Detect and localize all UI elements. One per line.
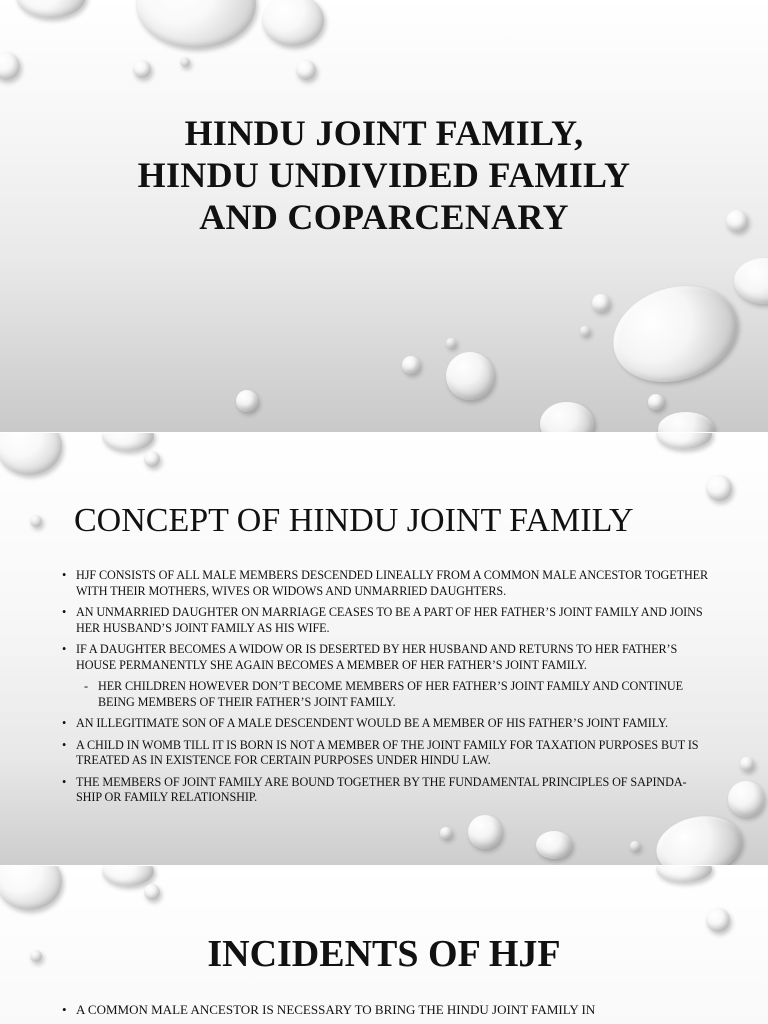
bullet-marker: •	[62, 605, 67, 619]
water-drop	[468, 815, 502, 849]
water-drop	[658, 412, 714, 432]
water-drop	[656, 866, 712, 882]
water-drop	[648, 394, 664, 410]
list-item	[62, 1002, 712, 1018]
list-item	[62, 738, 712, 769]
list-item-text: A COMMON MALE ANCESTOR IS NECESSARY TO BRING THE HINDU JOINT FAMILY IN	[76, 1002, 596, 1017]
bullet-marker: •	[62, 737, 67, 752]
list-item-text: HJF CONSISTS OF ALL MALE MEMBERS DESCENDED LINEALLY FROM A COMMON MALE ANCESTOR TOGETHER WITH THEIR MOTHERS, WIVES OR WIDOWS AND UNMARRIED DAUGHTERS.	[76, 568, 709, 598]
list-item	[62, 716, 712, 732]
water-drop	[656, 433, 712, 449]
water-drop	[651, 809, 747, 865]
list-item	[62, 568, 712, 599]
bullet-marker: •	[62, 1002, 67, 1017]
water-drop	[402, 356, 420, 374]
water-drop	[540, 402, 594, 432]
water-drop	[706, 908, 730, 932]
slide-incidents	[0, 866, 768, 1024]
water-drop	[440, 827, 452, 839]
water-drop	[601, 271, 749, 397]
water-drop	[0, 52, 20, 80]
list-item	[62, 775, 712, 806]
list-item	[62, 642, 712, 673]
bullet-marker: •	[62, 642, 67, 656]
slide-concept	[0, 433, 768, 865]
water-drop	[144, 884, 160, 900]
bullet-marker: •	[62, 716, 67, 730]
water-drop	[144, 451, 160, 467]
list-item-text: THE MEMBERS OF JOINT FAMILY ARE BOUND TOGETHER BY THE FUNDAMENTAL PRINCIPLES OF SAPINDA-SHIP OR FAMILY RELATIONSHIP.	[76, 774, 687, 804]
water-drop	[16, 0, 86, 18]
sub-list-item	[84, 679, 712, 710]
slide-title	[0, 0, 768, 432]
list-item-text: HER CHILDREN HOWEVER DON’T BECOME MEMBERS OF HER FATHER’S JOINT FAMILY AND CONTINUE BEING MEMBERS OF THEIR FATHER’S JOINT FAMILY.	[98, 679, 683, 709]
bullet-list	[62, 568, 712, 812]
water-drop	[180, 57, 190, 67]
water-drop	[296, 60, 316, 80]
water-drop	[102, 433, 154, 451]
list-item	[62, 605, 712, 636]
bullet-marker: •	[62, 774, 67, 789]
water-drop	[446, 338, 456, 348]
slide-1-title	[0, 112, 768, 238]
water-drop	[133, 60, 151, 78]
water-drop	[536, 831, 572, 859]
water-drop	[136, 0, 256, 48]
title-line: AND COPARCENARY	[199, 197, 569, 237]
water-drop	[580, 326, 590, 336]
slide-2-title: CONCEPT OF HINDU JOINT FAMILY	[74, 502, 634, 539]
water-drop	[102, 866, 154, 886]
slide-3-title: INCIDENTS OF HJF	[207, 933, 561, 975]
water-drop	[728, 781, 764, 817]
list-item-text: A CHILD IN WOMB TILL IT IS BORN IS NOT A MEMBER OF THE JOINT FAMILY FOR TAXATION PURPOSES BUT IS TREATED AS IN EXISTENCE FOR CERTAIN PURPOSES UNDER HINDU LAW.	[76, 737, 699, 767]
list-item-text: IF A DAUGHTER BECOMES A WIDOW OR IS DESERTED BY HER HUSBAND AND RETURNS TO HER FATHER’S HOUSE PERMANENTLY SHE AGAIN BECOMES A MEMBER OF HER FATHER’S JOINT FAMILY.	[76, 642, 678, 672]
bullet-marker: -	[84, 679, 88, 693]
water-drop	[0, 866, 62, 910]
water-drop	[30, 515, 42, 527]
water-drop	[262, 0, 324, 46]
water-drop	[0, 433, 62, 475]
bullet-marker: •	[62, 568, 67, 582]
list-item-text: AN ILLEGITIMATE SON OF A MALE DESCENDENT WOULD BE A MEMBER OF HIS FATHER’S JOINT FAMILY.	[76, 716, 668, 730]
water-drop	[630, 841, 640, 851]
water-drop	[706, 475, 732, 501]
water-drop	[236, 390, 258, 412]
bullet-list	[62, 1002, 712, 1024]
title-line: HINDU JOINT FAMILY,	[184, 113, 584, 153]
title-line: HINDU UNDIVIDED FAMILY	[137, 155, 631, 195]
water-drop	[592, 294, 610, 312]
water-drop	[740, 757, 754, 771]
water-drop	[446, 352, 494, 400]
list-item-text: AN UNMARRIED DAUGHTER ON MARRIAGE CEASES TO BE A PART OF HER FATHER’S JOINT FAMILY AND JOINS HER HUSBAND’S JOINT FAMILY AS HIS WIFE.	[76, 605, 703, 635]
water-drop	[734, 258, 768, 304]
